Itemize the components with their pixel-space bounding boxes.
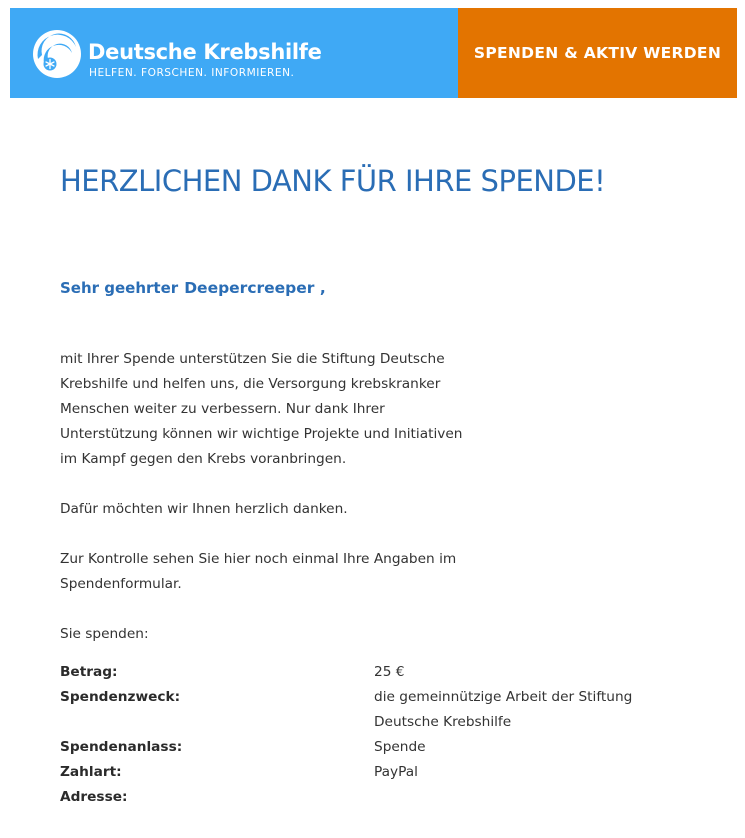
donation-intro: Sie spenden: xyxy=(60,626,149,642)
donation-details-table xyxy=(60,660,664,810)
brand-name: Deutsche Krebshilfe xyxy=(88,40,322,64)
detail-value: PayPal xyxy=(374,764,418,780)
detail-row-purpose xyxy=(60,685,664,735)
brand-tagline: HELFEN. FORSCHEN. INFORMIEREN. xyxy=(89,67,295,79)
detail-row-occasion xyxy=(60,735,664,760)
detail-label: Zahlart: xyxy=(60,764,122,780)
detail-row-address xyxy=(60,785,664,810)
detail-value: die gemeinnützige Arbeit der Stiftung Deutsche Krebshilfe xyxy=(374,689,633,730)
detail-row-payment xyxy=(60,760,664,785)
page-title: HERZLICHEN DANK FÜR IHRE SPENDE! xyxy=(60,164,606,198)
greeting xyxy=(60,279,326,297)
detail-row-amount xyxy=(60,660,664,685)
thanks-paragraph: Dafür möchten wir Ihnen herzlich danken. xyxy=(60,501,348,517)
detail-label: Spendenzweck: xyxy=(60,689,181,705)
donor-name: Deepercreeper , xyxy=(184,279,326,297)
detail-label: Adresse: xyxy=(60,789,128,805)
header-bar xyxy=(10,8,737,98)
detail-value xyxy=(374,785,664,810)
brand-logo[interactable] xyxy=(10,8,458,98)
detail-value: Spende xyxy=(374,739,426,755)
salutation: Sehr geehrter xyxy=(60,279,179,297)
control-paragraph: Zur Kontrolle sehen Sie hier noch einmal Ihre Angaben im Spendenformular. xyxy=(60,551,457,592)
detail-label: Betrag: xyxy=(60,664,118,680)
donate-cta-button[interactable]: SPENDEN & AKTIV WERDEN xyxy=(458,8,737,98)
krebshilfe-logo-icon xyxy=(32,29,82,79)
detail-label: Spendenanlass: xyxy=(60,739,183,755)
intro-paragraph: mit Ihrer Spende unterstützen Sie die Stiftung Deutsche Krebshilfe und helfen uns, die Versorgung krebskranker Menschen weiter zu verbessern. Nur dank Ihrer Unterstützung können wir wichtige Projekte und Initiativen im Kampf gegen den Krebs voranbringen. xyxy=(60,351,463,467)
detail-value: 25 € xyxy=(374,664,405,680)
